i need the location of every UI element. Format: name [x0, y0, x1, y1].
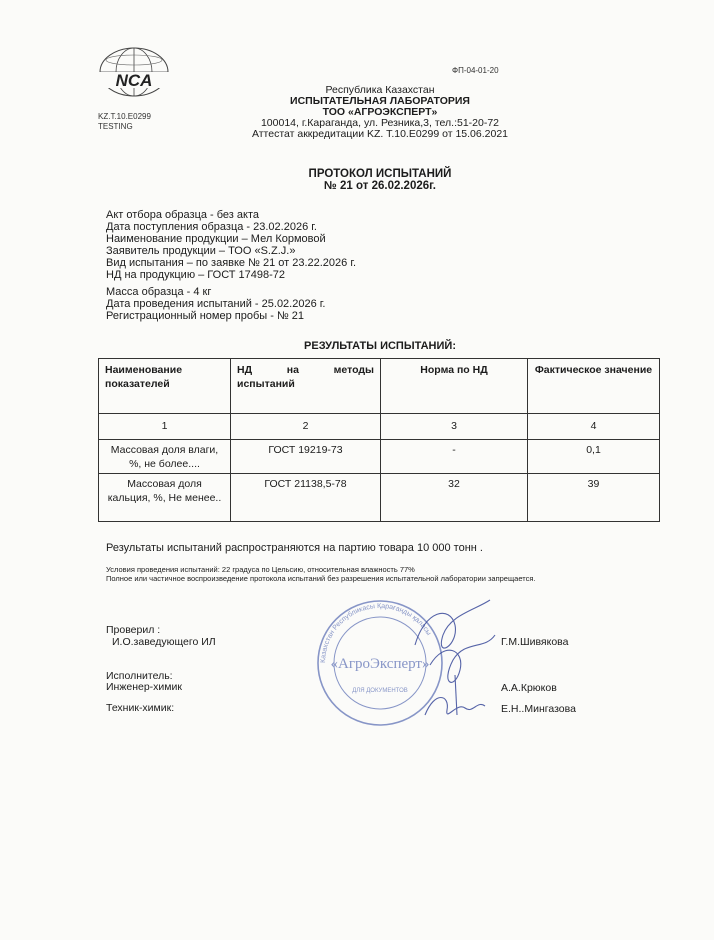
header-company: ТОО «АГРОЭКСПЕРТ» — [322, 106, 438, 118]
table-header-row — [99, 359, 660, 414]
table-row — [99, 440, 660, 474]
header-accreditation: Аттестат аккредитации KZ. T.10.E0299 от 15.06.2021 — [251, 128, 509, 140]
executor-name: А.А.Крюков — [501, 682, 557, 694]
nca-logo — [88, 38, 180, 106]
technician-label: Техник-химик: — [106, 702, 175, 714]
stamp-bottom-text: ДЛЯ ДОКУМЕНТОВ — [352, 688, 408, 694]
col-number-4: 4 — [528, 414, 660, 440]
executor-label: Исполнитель: — [106, 670, 173, 682]
row-norm: - — [381, 440, 528, 474]
technician-name: Е.Н..Мингазова — [501, 703, 576, 715]
col-number-1: 1 — [99, 414, 231, 440]
info-test-date: Дата проведения испытаний - 25.02.2026 г. — [106, 298, 326, 310]
info-sample-mass: Масса образца - 4 кг — [106, 286, 212, 298]
info-product-name: Наименование продукции – Мел Кормовой — [106, 233, 326, 245]
executor-role: Инженер-химик — [106, 681, 182, 693]
logo-testing: TESTING — [98, 122, 133, 131]
protocol-number: № 21 от 26.02.2026г. — [324, 180, 436, 192]
copyright-note: Полное или частичное воспроизведение протокола испытаний без разрешения испытательной лаборатории запрещается. — [106, 574, 536, 583]
row-method: ГОСТ 19219-73 — [231, 440, 381, 474]
header-country: Республика Казахстан — [325, 84, 435, 96]
handwritten-signature — [395, 590, 515, 730]
checked-name: Г.М.Шивякова — [501, 636, 569, 648]
header-method-na: на — [286, 364, 299, 376]
form-code: ФП-04-01-20 — [452, 66, 499, 75]
svg-text:NCA: NCA — [115, 71, 153, 90]
stamp-ring-text: Казахстан Республикасы Қарағанды қаласы — [319, 602, 433, 664]
header-method-nd: НД — [237, 364, 253, 376]
row-actual: 0,1 — [528, 440, 660, 474]
results-table — [98, 358, 660, 522]
logo-reg-code: KZ.T.10.E0299 — [98, 112, 151, 121]
header-address: 100014, г.Караганда, ул. Резника,3, тел.:51-20-72 — [260, 117, 500, 129]
row-indicator: Массовая доля влаги, %, не более.... — [99, 440, 231, 474]
info-receipt-date: Дата поступления образца - 23.02.2026 г. — [106, 221, 317, 233]
col-number-2: 2 — [231, 414, 381, 440]
header-method-tests: испытаний — [237, 378, 295, 390]
header-indicator-name: Наименование показателей — [99, 359, 231, 414]
info-product-standard: НД на продукцию – ГОСТ 17498-72 — [106, 269, 286, 281]
checked-label: Проверил : — [106, 624, 161, 636]
header-method-methods: методы — [333, 364, 374, 376]
checked-role: И.О.заведующего ИЛ — [112, 636, 216, 648]
info-applicant: Заявитель продукции – ТОО «S.Z.J.» — [106, 245, 296, 257]
row-indicator: Массовая доля кальция, %, Не менее.. — [99, 474, 231, 522]
protocol-title: ПРОТОКОЛ ИСПЫТАНИЙ — [308, 168, 452, 180]
table-row — [99, 474, 660, 522]
row-method: ГОСТ 21138,5-78 — [231, 474, 381, 522]
header-lab: ИСПЫТАТЕЛЬНАЯ ЛАБОРАТОРИЯ — [290, 95, 470, 107]
info-registration-number: Регистрационный номер пробы - № 21 — [106, 310, 305, 322]
row-actual: 39 — [528, 474, 660, 522]
results-title: РЕЗУЛЬТАТЫ ИСПЫТАНИЙ: — [304, 340, 456, 352]
col-number-3: 3 — [381, 414, 528, 440]
header-norm: Норма по НД — [381, 359, 528, 414]
stamp-center-text: «АгроЭксперт» — [330, 656, 430, 672]
info-test-type: Вид испытания – по заявке № 21 от 23.22.2026 г. — [106, 257, 357, 269]
header-method — [231, 359, 381, 414]
info-sample-act: Акт отбора образца - без акта — [106, 209, 259, 221]
header-actual: Фактическое значение — [528, 359, 660, 414]
table-number-row — [99, 414, 660, 440]
test-conditions: Условия проведения испытаний: 22 градуса по Цельсию, относительная влажность 77% — [106, 565, 415, 574]
batch-note: Результаты испытаний распространяются на партию товара 10 000 тонн . — [106, 542, 483, 554]
row-norm: 32 — [381, 474, 528, 522]
